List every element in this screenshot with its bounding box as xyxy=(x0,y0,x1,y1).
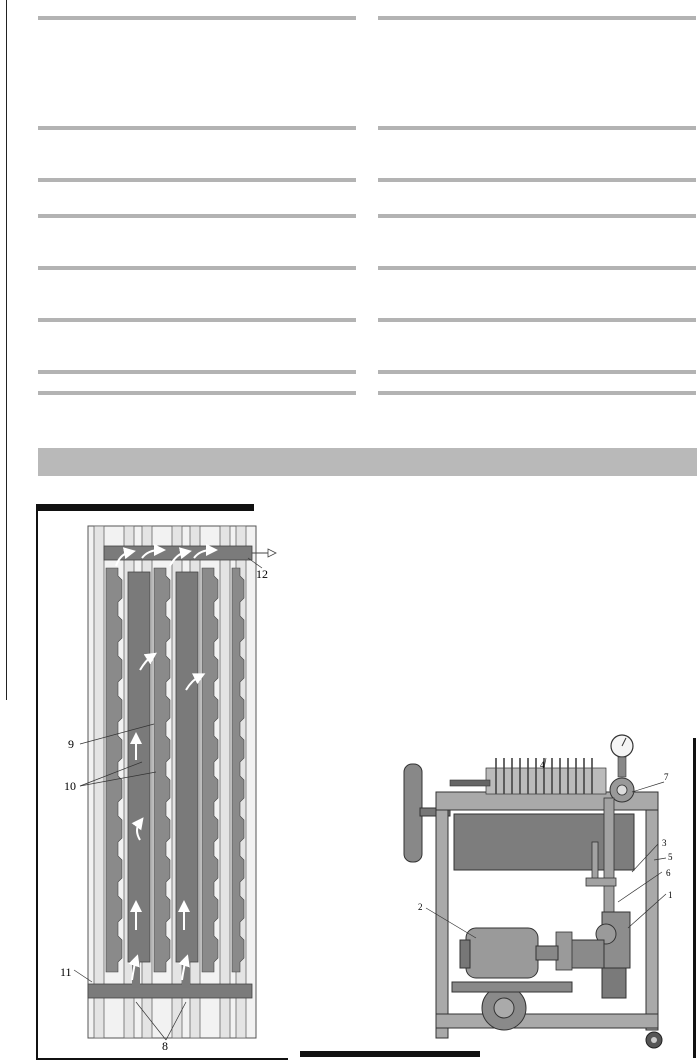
rule-left-5 xyxy=(38,266,356,270)
caption-bar xyxy=(300,1051,480,1057)
filter-plates-diagram xyxy=(36,510,286,1055)
rule-left-4 xyxy=(38,214,356,218)
label-9: 9 xyxy=(68,737,74,751)
label-8: 8 xyxy=(162,1039,168,1053)
rule-right-8 xyxy=(378,391,696,395)
rule-right-6 xyxy=(378,318,696,322)
rule-left-8 xyxy=(38,391,356,395)
rule-left-3 xyxy=(38,178,356,182)
rule-left-6 xyxy=(38,318,356,322)
rule-right-4 xyxy=(378,214,696,218)
section-heading-bar xyxy=(38,448,697,476)
label-6: 6 xyxy=(666,868,671,878)
rule-right-7 xyxy=(378,370,696,374)
label-1: 1 xyxy=(668,890,673,900)
motor xyxy=(460,928,558,978)
label-7: 7 xyxy=(664,772,669,782)
page-margin-rule xyxy=(6,0,7,700)
rule-left-7 xyxy=(38,370,356,374)
label-12: 12 xyxy=(256,567,268,581)
label-10: 10 xyxy=(64,779,76,793)
rule-left-2 xyxy=(38,126,356,130)
pressure-gauge xyxy=(611,735,633,777)
label-5: 5 xyxy=(668,852,673,862)
rule-right-2 xyxy=(378,126,696,130)
label-4: 4 xyxy=(540,760,545,770)
rule-right-3 xyxy=(378,178,696,182)
label-2: 2 xyxy=(418,902,423,912)
filter-press-illustration xyxy=(396,732,692,1054)
right-margin-rule xyxy=(693,738,696,1058)
label-3: 3 xyxy=(662,838,667,848)
rule-right-1 xyxy=(378,16,696,20)
rule-right-5 xyxy=(378,266,696,270)
pump xyxy=(564,912,630,998)
rule-left-1 xyxy=(38,16,356,20)
label-11: 11 xyxy=(60,965,72,979)
